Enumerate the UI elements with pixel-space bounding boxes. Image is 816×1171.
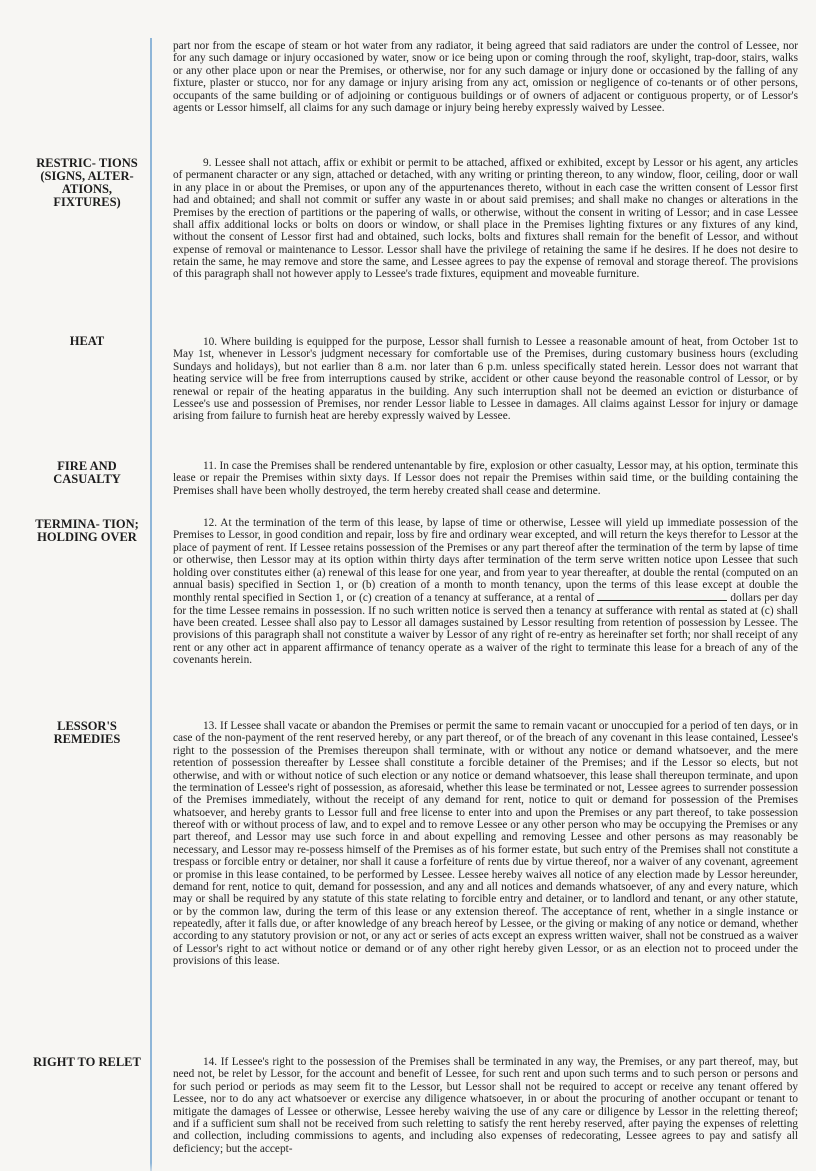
heading-termination-holding-over: TERMINA- TION; HOLDING OVER bbox=[35, 517, 139, 544]
heading-heat: HEAT bbox=[69, 334, 105, 348]
paragraph-11: 11. In case the Premises shall be rendered untenantable by fire, explosion or other casualty, Lessor may, at his option, terminate this lease or repair the Premises within sixty days. If Lessor does not repair the Premises within said time, or the building containing the Premises shall have been wholly destroyed, the term hereby created shall cease and determine. bbox=[173, 460, 798, 497]
paragraph-8-continued: part nor from the escape of steam or hot water from any radiator, it being agreed that said radiators are under the control of Lessee, nor for any such damage or injury occasioned by water, snow or ice being upon or coming through the roof, skylight, trap-door, stairs, walks or any other place upon or near the Premises, or otherwise, nor for any such damage or injury done or occasioned by the falling of any fixture, plaster or stucco, nor for any damage or injury arising from any act, omission or negligence of co-tenants or of other persons, occupants of the same building or of adjoining or contiguous buildings or of owners of adjacent or contiguous property, or of Lessor's agents or Lessor himself, all claims for any such damage or injury being hereby expressly waived by Lessee. bbox=[173, 40, 798, 114]
heading-right-to-relet: RIGHT TO RELET bbox=[33, 1055, 141, 1069]
paragraph-13: 13. If Lessee shall vacate or abandon the Premises or permit the same to remain vacant or unoccupied for a period of ten days, or in case of the non-payment of the rent reserved hereby, or any part thereof, or of the breach of any covenant in this lease contained, Lessee's right to the possession of the Premises thereupon shall terminate, with or without any notice or demand whatsoever, and the mere retention of possession thereafter by Lessee shall constitute a forcible detainer of the Premises; and if the Lessor so elects, but not otherwise, and with or without notice of such election or any notice or demand whatsoever, this lease shall thereupon terminate, and upon the termination of Lessee's right of possession, as aforesaid, whether this lease be terminated or not, Lessee agrees to surrender possession of the Premises immediately, without the receipt of any demand for rent, notice to quit or demand for possession of the Premises whatsoever, and hereby grants to Lessor full and free license to enter into and upon the Premises or any part thereof, to take possession thereof with or without process of law, and to expel and to remove Lessee or any other person who may be occupying the Premises or any part thereof, and Lessor may use such force in and about expelling and removing Lessee and other persons as may reasonably be necessary, and Lessor may re-possess himself of the Premises as of his former estate, but such entry of the Premises shall not constitute a trespass or forcible entry or detainer, nor shall it cause a forfeiture of rents due by virtue thereof, nor a waiver of any covenant, agreement or promise in this lease contained, to be performed by Lessee. Lessee hereby waives all notice of any election made by Lessor hereunder, demand for rent, notice to quit, demand for possession, and any and all notices and demands whatsoever, of any and every nature, which may or shall be required by any statute of this state relating to forcible entry and detainer, or to landlord and tenant, or any other statute, or by the common law, during the term of this lease or any extension thereof. The acceptance of rent, whether in a single instance or repeatedly, after it falls due, or after knowledge of any breach hereof by Lessee, or the giving or making of any notice or demand, whether according to any statutory provision or not, or any act or series of acts except an express written waiver, shall not be construed as a waiver of Lessor's right to act without notice or demand or of any other right hereby given Lessor, or as an election not to proceed under the provisions of this lease. bbox=[173, 720, 798, 968]
heading-fire-casualty: FIRE AND CASUALTY bbox=[53, 459, 121, 486]
rental-blank-line bbox=[597, 591, 727, 601]
bottom-fade bbox=[150, 1163, 816, 1171]
paragraph-12 bbox=[173, 517, 798, 667]
paragraph-14: 14. If Lessee's right to the possession of the Premises shall be terminated in any way, the Premises, or any part thereof, may, but need not, be relet by Lessor, for the account and benefit of Lessee, for such rent and upon such terms and to such person or persons and for such period or periods as may seem fit to the Lessor, but Lessor shall not be required to accept or receive any tenant offered by Lessee, nor to do any act whatsoever or exercise any diligence whatsoever, in or about the procuring of another occupant or tenant to mitigate the damages of Lessee or otherwise, Lessee hereby waiving the use of any care or diligence by Lessor in the reletting thereof; and if a sufficient sum shall not be received from such reletting to satisfy the rent hereby reserved, after paying the expenses of reletting and collection, including commissions to agents, and including also expenses of redecorating, Lessee agrees to pay and satisfy all deficiency; but the accept- bbox=[173, 1056, 798, 1155]
paragraph-9: 9. Lessee shall not attach, affix or exhibit or permit to be attached, affixed or exhibited, except by Lessor or his agent, any articles of permanent character or any sign, attached or detached, with any writing or printing thereon, to any window, floor, ceiling, door or wall in any place in or about the Premises, or upon any of the appurtenances thereto, without in each case the written consent of Lessor first had and obtained; and shall not commit or suffer any waste in or about said premises; and shall make no changes or alterations in the Premises by the erection of partitions or the papering of walls, or otherwise, without the consent in writing of Lessor; and in case Lessee shall affix additional locks or bolts on doors or window, or shall place in the Premises lighting fixtures or any fixtures of any kind, without the consent of Lessor first had and obtained, such locks, bolts and fixtures shall remain for the benefit of Lessor, and without expense of removal or maintenance to Lessor. Lessor shall have the privilege of retaining the same if he desires. If he does not desire to retain the same, he may remove and store the same, and Lessee agrees to pay the expense of removal and storage thereof. The provisions of this paragraph shall not however apply to Lessee's trade fixtures, equipment and moveable furniture. bbox=[173, 157, 798, 281]
heading-restrictions: RESTRIC- TIONS (SIGNS, ALTER- ATIONS, FIXTURES) bbox=[36, 156, 138, 209]
heading-lessors-remedies: LESSOR'S REMEDIES bbox=[53, 719, 121, 746]
paragraph-12-part-a: 12. At the termination of the term of this lease, by lapse of time or otherwise, Lessee will yield up immediate possession of the Premises to Lessor, in good condition and repair, loss by fire and ordinary wear excepted, and will return the keys therefor to Lessor at the place of payment of rent. If Lessee retains possession of the Premises or any part thereof after the termination of the term by lapse of time or otherwise, then Lessor may at its option within thirty days after termination of the term serve written notice upon Lessee that such holding over constitutes either (a) renewal of this lease for one year, and from year to year thereafter, at double the rental (computed on an annual basis) specified in Section 1, or (b) creation of a month to month tenancy, upon the terms of this lease except at double the monthly rental specified in Section 1, or (c) creation of a tenancy at sufferance, at a rental of bbox=[173, 517, 798, 605]
paragraph-10: 10. Where building is equipped for the purpose, Lessor shall furnish to Lessee a reasonable amount of heat, from October 1st to May 1st, whenever in Lessor's judgment necessary for comfortable use of the Premises, during customary business hours (excluding Sundays and holidays), but not earlier than 8 a.m. nor later than 6 p.m. unless specifically stated herein. Lessor does not warrant that heating service will be free from interruptions caused by strike, accident or other cause beyond the reasonable control of Lessor, or by renewal or repair of the heating apparatus in the building. Any such interruption shall not be deemed an eviction or disturbance of Lessee's use and possession of Premises, nor render Lessor liable to Lessee in damages. All claims against Lessor for injury or damage arising from failure to furnish heat are hereby expressly waived by Lessee. bbox=[173, 336, 798, 423]
paragraph-12-part-b: dollars per day for the time Lessee remains in possession. If no such written notice is served then a tenancy at sufferance with rental as stated at (c) shall have been created. Lessee shall also pay to Lessor all damages sustained by Lessor resulting from retention of possession by Lessee. The provisions of this paragraph shall not constitute a waiver by Lessor of any right of re-entry as hereinafter set forth; nor shall receipt of any rent or any other act in apparent affirmance of tenancy operate as a waiver of the right to terminate this lease for a breach of any of the covenants herein. bbox=[173, 592, 798, 667]
margin-rule bbox=[150, 38, 152, 1171]
